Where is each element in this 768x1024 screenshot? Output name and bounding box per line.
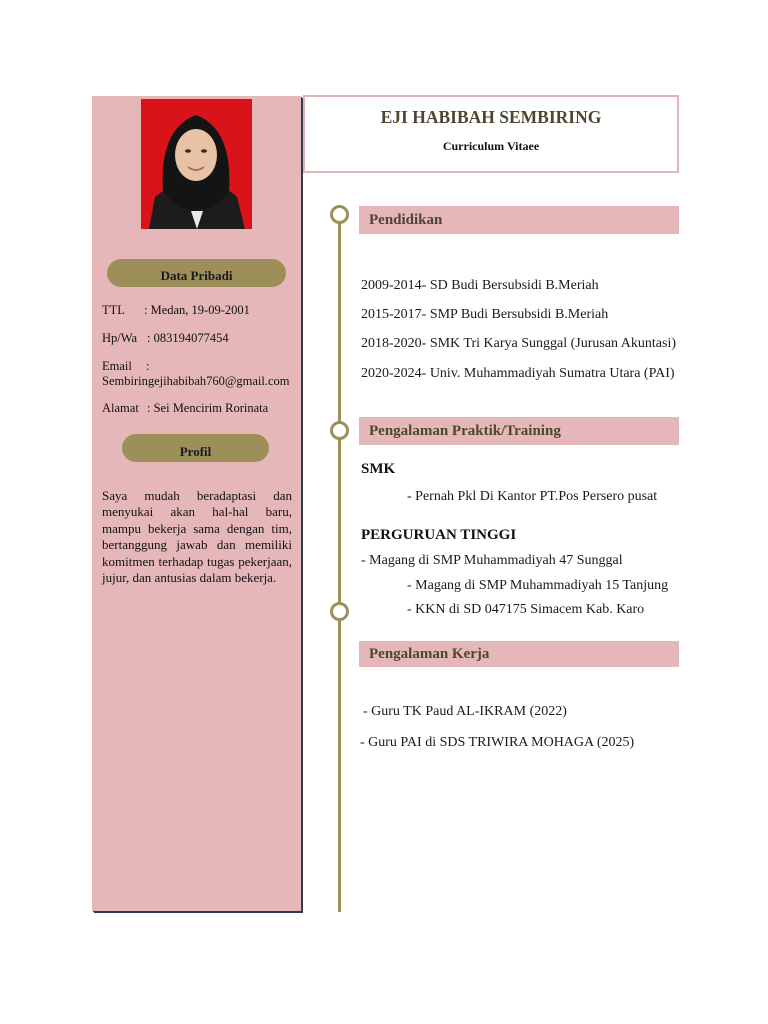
ttl-row <box>102 303 250 318</box>
alamat-value: : Sei Mencirim Rorinata <box>147 401 269 415</box>
hp-label: Hp/Wa <box>102 331 138 345</box>
full-name: EJI HABIBAH SEMBIRING <box>380 107 602 127</box>
profil-badge <box>122 434 269 462</box>
pendidikan-item: 2009-2014- SD Budi Bersubsidi B.Meriah <box>361 278 599 293</box>
document-subtitle: Curriculum Vitaee <box>442 139 540 153</box>
timeline-dot-kerja <box>330 602 349 621</box>
timeline-line <box>338 222 341 912</box>
pt-item: - KKN di SD 047175 Simacem Kab. Karo <box>407 602 645 617</box>
pt-heading: PERGURUAN TINGGI <box>361 527 517 543</box>
profil-description: Saya mudah beradaptasi dan menyukai akan hal-hal baru, mampu bekerja sama dengan tim, bertanggung jawab dan memiliki komitmen terhadap tugas pekerjaan, jujur, dan antusias dalam bekerja. <box>102 488 292 586</box>
hp-value: : 083194077454 <box>147 331 229 345</box>
pendidikan-item: 2015-2017- SMP Budi Bersubsidi B.Meriah <box>361 307 609 322</box>
smk-heading: SMK <box>361 461 396 477</box>
email-row <box>102 359 290 389</box>
data-pribadi-label: Data Pribadi <box>160 268 233 283</box>
section-kerja-header: Pengalaman Kerja <box>359 641 679 667</box>
pendidikan-item: 2020-2024- Univ. Muhammadiyah Sumatra Utara (PAI) <box>361 366 675 381</box>
ttl-label: TTL <box>102 303 125 317</box>
email-label: Email <box>102 359 132 373</box>
section-pendidikan-header: Pendidikan <box>359 206 679 234</box>
smk-item: - Pernah Pkl Di Kantor PT.Pos Persero pusat <box>407 489 658 504</box>
email-colon: : <box>146 359 150 373</box>
email-value: Sembiringejihabibah760@gmail.com <box>102 374 290 388</box>
hp-row <box>102 331 229 346</box>
alamat-label: Alamat <box>102 401 139 415</box>
pt-item: - Magang di SMP Muhammadiyah 15 Tanjung <box>407 578 669 593</box>
kerja-item: - Guru TK Paud AL-IKRAM (2022) <box>363 704 567 719</box>
pt-item: - Magang di SMP Muhammadiyah 47 Sunggal <box>361 553 623 568</box>
profile-photo <box>141 99 252 229</box>
section-praktik-header: Pengalaman Praktik/Training <box>359 417 679 445</box>
ttl-value: : Medan, 19-09-2001 <box>144 303 250 317</box>
data-pribadi-badge <box>107 259 286 287</box>
alamat-row <box>102 401 268 416</box>
profil-label: Profil <box>179 444 212 459</box>
pendidikan-item: 2018-2020- SMK Tri Karya Sunggal (Jurusan Akuntasi) <box>361 336 676 351</box>
timeline-dot-pendidikan <box>330 205 349 224</box>
kerja-item: - Guru PAI di SDS TRIWIRA MOHAGA (2025) <box>360 735 635 750</box>
timeline-dot-praktik <box>330 421 349 440</box>
header-box <box>303 95 679 173</box>
